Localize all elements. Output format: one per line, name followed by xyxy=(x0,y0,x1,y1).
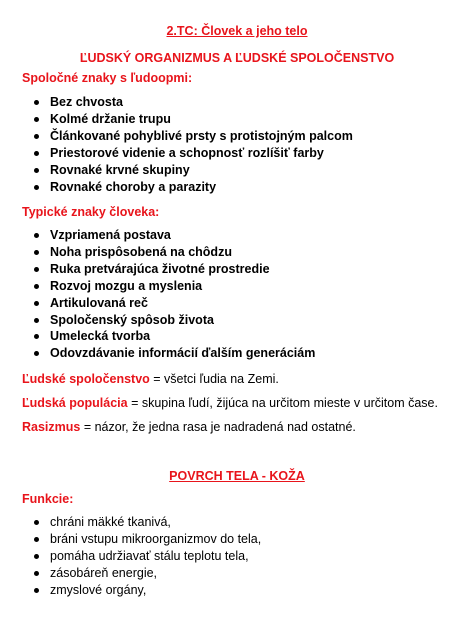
list-item xyxy=(0,312,315,329)
list-item xyxy=(0,227,315,244)
list-item-text: Noha prispôsobená na chôdzu xyxy=(50,244,232,259)
skin-section-title: POVRCH TELA - KOŽA xyxy=(169,469,305,483)
typical-traits-list xyxy=(0,227,315,362)
list-item xyxy=(0,531,261,548)
list-item-text: Kolmé držanie trupu xyxy=(50,111,171,126)
list-item-text: Vzpriamená postava xyxy=(50,228,171,242)
list-item-text: Rovnaké choroby a parazity xyxy=(50,179,217,194)
section-title: ĽUDSKÝ ORGANIZMUS A ĽUDSKÉ SPOLOČENSTVO xyxy=(79,51,395,65)
functions-heading: Funkcie: xyxy=(22,492,74,506)
list-item xyxy=(0,162,353,179)
bullet-icon xyxy=(34,537,39,542)
definition-term: Ľudské spoločenstvo xyxy=(22,372,150,386)
list-item-text: Odovzdávanie informácií ďalším generáciám xyxy=(50,346,316,361)
list-item-text: Rovnaké krvné skupiny xyxy=(50,162,190,177)
bullet-icon xyxy=(34,301,39,306)
list-item-text: Bez chvosta xyxy=(50,95,123,109)
list-item xyxy=(0,548,261,565)
bullet-icon xyxy=(34,151,39,156)
list-item-text: Článkované pohyblivé prsty s protistojným palcom xyxy=(50,128,353,143)
list-item-text: zásobáreň energie, xyxy=(50,565,158,580)
functions-list xyxy=(0,514,261,599)
bullet-icon xyxy=(34,168,39,173)
list-item-text: Spoločenský spôsob života xyxy=(50,312,214,327)
bullet-icon xyxy=(34,185,39,190)
list-item xyxy=(0,244,315,261)
bullet-icon xyxy=(34,134,39,139)
list-item-text: Rozvoj mozgu a myslenia xyxy=(50,278,203,293)
list-item xyxy=(0,278,315,295)
bullet-icon xyxy=(34,351,39,356)
list-item xyxy=(0,328,315,345)
common-traits-heading: Spoločné znaky s ľudoopmi: xyxy=(22,71,193,85)
list-item xyxy=(0,565,261,582)
list-item xyxy=(0,582,261,599)
bullet-icon xyxy=(34,284,39,289)
bullet-icon xyxy=(34,334,39,339)
definition-human-community xyxy=(22,372,279,386)
list-item xyxy=(0,345,315,362)
definition-text: = názor, že jedna rasa je nadradená nad ostatné. xyxy=(80,420,356,434)
list-item-text: Umelecká tvorba xyxy=(50,329,151,344)
list-item-text: zmyslové orgány, xyxy=(50,582,147,597)
typical-traits-heading: Typické znaky človeka: xyxy=(22,205,160,219)
bullet-icon xyxy=(34,318,39,323)
bullet-icon xyxy=(34,117,39,122)
list-item xyxy=(0,94,353,111)
definition-human-population xyxy=(22,396,438,410)
definition-term: Rasizmus xyxy=(22,420,81,434)
list-item xyxy=(0,128,353,145)
bullet-icon xyxy=(34,267,39,272)
bullet-icon xyxy=(34,233,39,238)
definition-text: = skupina ľudí, žijúca na určitom mieste v určitom čase. xyxy=(127,396,438,410)
list-item-text: Priestorové videnie a schopnosť rozlíšiť farby xyxy=(50,145,324,160)
list-item xyxy=(0,111,353,128)
bullet-icon xyxy=(34,571,39,576)
definition-racism xyxy=(22,420,356,434)
definition-text: = všetci ľudia na Zemi. xyxy=(149,372,279,386)
list-item-text: Ruka pretvárajúca životné prostredie xyxy=(50,261,270,276)
list-item-text: Artikulovaná reč xyxy=(50,295,148,310)
list-item-text: bráni vstupu mikroorganizmov do tela, xyxy=(50,531,262,546)
definition-term: Ľudská populácia xyxy=(22,396,128,410)
list-item-text: pomáha udržiavať stálu teplotu tela, xyxy=(50,548,249,563)
list-item xyxy=(0,514,261,531)
bullet-icon xyxy=(34,250,39,255)
bullet-icon xyxy=(34,520,39,525)
bullet-icon xyxy=(34,100,39,105)
list-item xyxy=(0,179,353,196)
common-traits-list xyxy=(0,94,353,195)
bullet-icon xyxy=(34,554,39,559)
list-item-text: chráni mäkké tkanivá, xyxy=(50,515,171,529)
list-item xyxy=(0,295,315,312)
topic-title: 2.TC: Človek a jeho telo xyxy=(166,24,308,38)
bullet-icon xyxy=(34,588,39,593)
list-item xyxy=(0,145,353,162)
list-item xyxy=(0,261,315,278)
